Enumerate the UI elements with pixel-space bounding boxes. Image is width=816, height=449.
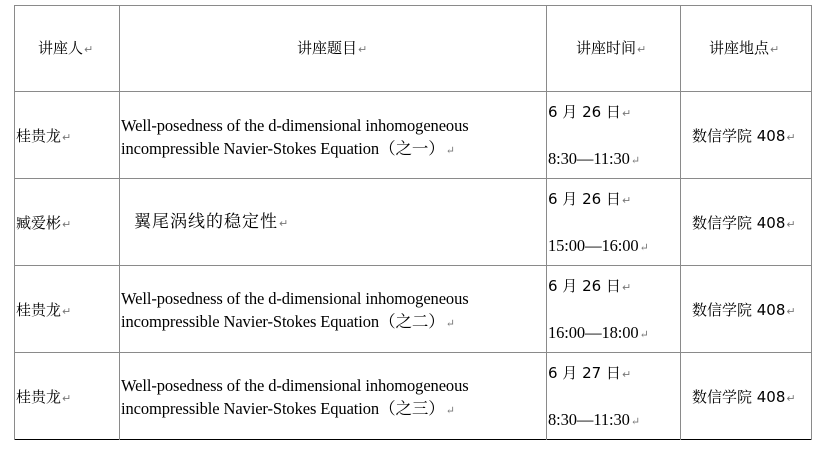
header-time: 讲座时间↵ <box>576 39 647 57</box>
row4-topic-line2: incompressible Navier-Stokes Equation（之三）↵ <box>121 399 455 418</box>
row4-speaker: 桂贵龙↵ <box>16 388 72 406</box>
row4-location: 数信学院 408↵ <box>692 388 796 406</box>
row2-date: 6 月 26 日↵ <box>548 190 632 208</box>
row2-topic: 翼尾涡线的稳定性↵ <box>134 212 290 232</box>
table-border-top <box>14 5 812 6</box>
row3-topic-line2: incompressible Navier-Stokes Equation（之二）↵ <box>121 312 455 331</box>
col-divider <box>680 5 681 440</box>
row4-date: 6 月 27 日↵ <box>548 364 632 382</box>
row3-time: 16:00—18:00↵ <box>548 323 649 342</box>
row1-location: 数信学院 408↵ <box>692 127 796 145</box>
row-divider <box>14 178 812 179</box>
row2-speaker: 臧爱彬↵ <box>16 214 72 232</box>
table-border-bottom <box>14 439 812 440</box>
row3-speaker: 桂贵龙↵ <box>16 301 72 319</box>
row1-topic-line2: incompressible Navier-Stokes Equation（之一）↵ <box>121 139 455 158</box>
row4-time: 8:30—11:30↵ <box>548 410 640 429</box>
row-divider <box>14 265 812 266</box>
header-topic: 讲座题目↵ <box>297 39 368 57</box>
row1-topic-line1: Well-posedness of the d-dimensional inhomogeneous <box>121 116 469 135</box>
row1-speaker: 桂贵龙↵ <box>16 127 72 145</box>
row2-time: 15:00—16:00↵ <box>548 236 649 255</box>
row1-date: 6 月 26 日↵ <box>548 103 632 121</box>
header-location: 讲座地点↵ <box>709 39 780 57</box>
col-divider <box>546 5 547 440</box>
row2-location: 数信学院 408↵ <box>692 214 796 232</box>
col-divider <box>14 5 15 440</box>
col-divider <box>119 5 120 440</box>
row1-time: 8:30—11:30↵ <box>548 149 640 168</box>
row3-date: 6 月 26 日↵ <box>548 277 632 295</box>
row4-topic-line1: Well-posedness of the d-dimensional inhomogeneous <box>121 376 469 395</box>
row3-topic-line1: Well-posedness of the d-dimensional inhomogeneous <box>121 289 469 308</box>
row3-location: 数信学院 408↵ <box>692 301 796 319</box>
row-divider <box>14 352 812 353</box>
header-speaker: 讲座人↵ <box>38 39 94 57</box>
row-divider <box>14 91 812 92</box>
col-divider <box>811 5 812 440</box>
